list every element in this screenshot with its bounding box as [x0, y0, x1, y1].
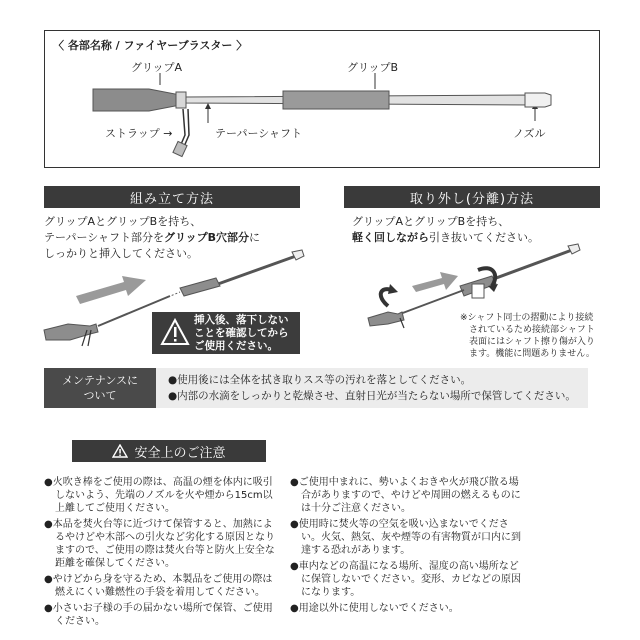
label-nozzle: ノズル [513, 127, 546, 140]
safety-item: ●本品を焚火台等に近づけて保管すると、加熱によるやけどや木部への引火など劣化する原因となりますので、ご使用の際は焚火台等と防火上安全な距離を確保してください。 [44, 519, 275, 569]
assembly-line-1: グリップAとグリップBを持ち、 [44, 215, 202, 228]
label-strap: ストラップ → [105, 127, 173, 140]
parts-diagram-box [44, 30, 600, 168]
maintenance-body [156, 368, 588, 408]
safety-item: ●やけどから身を守るため、本製品をご使用の際は燃えにくい難燃性の手袋を着用してください。 [44, 574, 273, 598]
maintenance-item-2: ●内部の水滴をしっかりと乾燥させ、直射日光が当たらない場所で保管してください。 [168, 390, 576, 402]
removal-line-2-bold: 軽く回しながら [352, 231, 429, 244]
safety-right-column [290, 476, 522, 618]
safety-item: ●車内などの高温になる場所、湿度の高い場所などに保管しないでください。変形、カビなどの原因になります。 [290, 561, 521, 598]
warning-text [194, 314, 289, 353]
warning-triangle-icon [112, 444, 128, 458]
safety-item: ●ご使用中まれに、勢いよくおきや火が飛び散る場合がありますので、やけどや周囲の燃えるものには十分ご注意ください。 [290, 477, 521, 514]
safety-heading: 安全上のご注意 [134, 445, 226, 461]
removal-note-line-3: 表面にはシャフト擦り傷が入り [469, 337, 595, 347]
safety-heading-bar [72, 440, 266, 462]
maintenance-item-1: ●使用後には全体を拭き取りスス等の汚れを落としてください。 [168, 374, 472, 386]
maintenance-label-line-2: ついて [83, 389, 117, 402]
assembly-line-3: しっかりと挿入してください。 [44, 247, 198, 260]
warning-line-3: ご使用ください。 [194, 340, 278, 352]
maintenance-label [44, 368, 156, 408]
safety-left-column [44, 476, 276, 631]
removal-line-1: グリップAとグリップBを持ち、 [352, 215, 510, 228]
removal-note-line-1: ※シャフト同士の摺動により接続 [460, 313, 594, 323]
warning-line-1: 挿入後、落下しない [194, 314, 289, 326]
label-grip-b: グリップB [347, 61, 399, 74]
safety-item: ●小さいお子様の手の届かない場所で保管、ご使用ください。 [44, 603, 273, 627]
maintenance-label-line-1: メンテナンスに [61, 374, 139, 387]
safety-item: ●用途以外に使用しないでください。 [290, 603, 459, 614]
label-grip-a: グリップA [131, 61, 183, 74]
parts-title: 〈 各部名称 / ファイヤーブラスター 〉 [53, 39, 248, 52]
removal-line-2-end: 引き抜いてください。 [429, 231, 539, 244]
assembly-line-2-end: に [248, 231, 260, 244]
removal-note [460, 312, 595, 360]
warning-line-2: ことを確認してから [194, 327, 289, 339]
removal-note-line-4: ます。機能に問題ありません。 [469, 349, 595, 359]
blow-pipe-illustration [45, 31, 599, 167]
safety-item: ●火吹き棒をご使用の際は、高温の煙を体内に吸引しないよう、先端のノズルを火や煙から15cm以上離してご使用ください。 [44, 477, 273, 514]
warning-triangle-icon [160, 318, 190, 346]
warning-box [152, 312, 300, 354]
removal-heading: 取り外し(分離)方法 [344, 186, 600, 208]
assembly-line-2-text: テーパーシャフト部分を [44, 231, 165, 244]
assembly-heading: 組み立て方法 [44, 186, 300, 208]
safety-item: ●使用時に焚火等の空気を吸い込まないでください。火気、熱気、灰や煙等の有害物質が口内に到達する恐れがあります。 [290, 519, 521, 556]
removal-note-line-2: されているため接続部シャフト [469, 325, 595, 335]
assembly-line-2-bold: グリップB穴部分 [164, 231, 249, 244]
label-taper-shaft: テーパーシャフト [215, 127, 303, 140]
